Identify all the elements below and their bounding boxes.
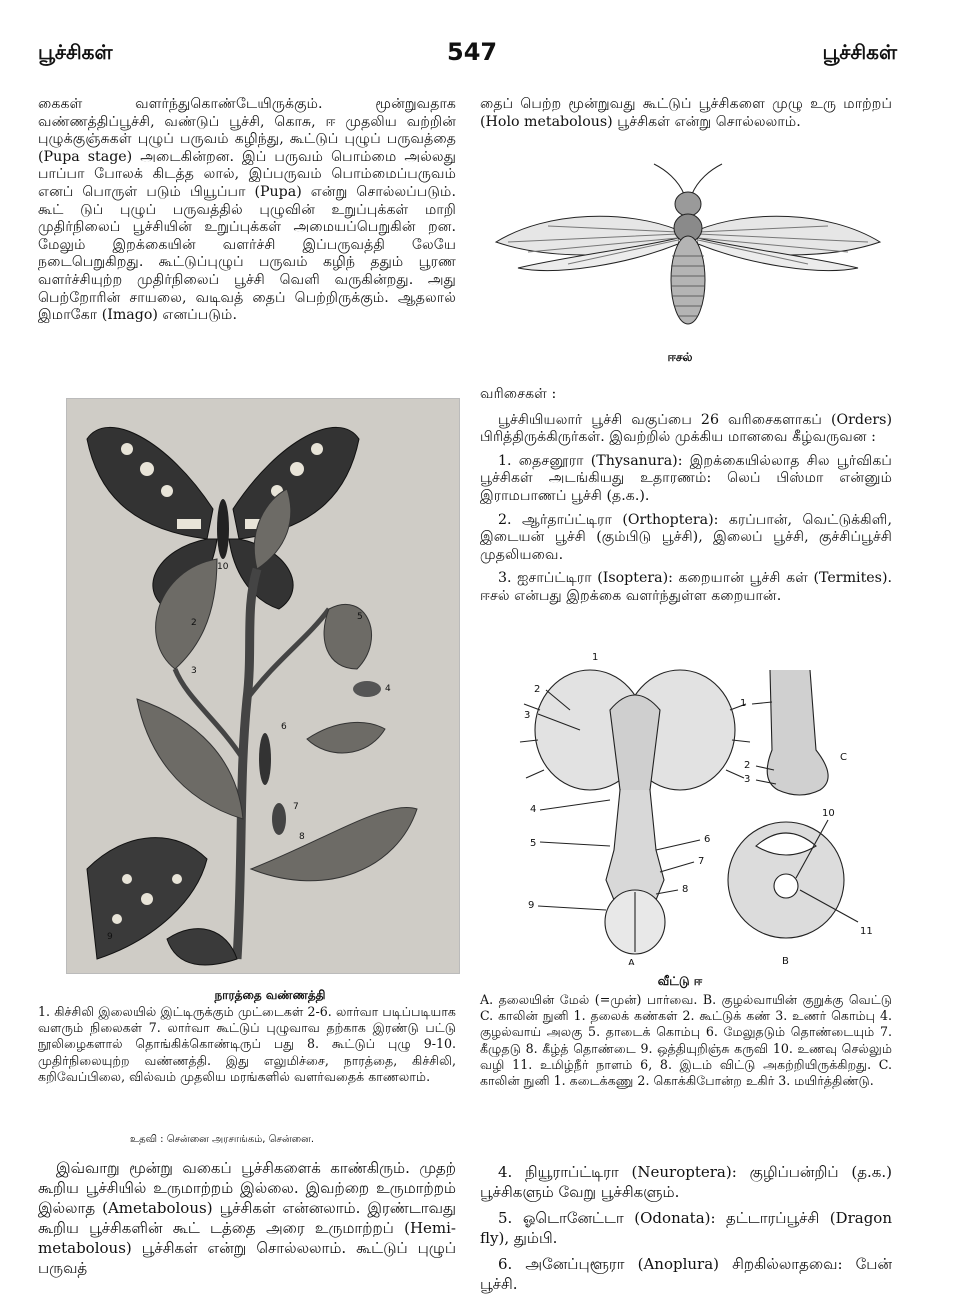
fly-label: B <box>782 956 789 965</box>
plate-label: 4 <box>385 684 391 694</box>
fly-label: 9 <box>528 900 535 911</box>
plate-label: 5 <box>357 612 363 622</box>
fly-label: 11 <box>860 926 873 937</box>
holometabolous-paragraph: தைப் பெற்ற மூன்றுவது கூட்டுப் பூச்சிகளை முழு உரு மாற்றப் (Holo metabolous) பூச்சிகள் என்று சொல்லலாம். <box>480 96 892 130</box>
left-column-top <box>38 96 456 331</box>
order-item: 6. அனேப்புளூரா (Anoplura) சிறகில்லாதவை: பேன் பூச்சி. <box>480 1255 892 1293</box>
order-item: 5. ஓடொனேட்டா (Odonata): தட்டாரப்பூச்சி (Dragon fly), தும்பி. <box>480 1209 892 1247</box>
butterfly-legend: 1. கிச்சிலி இலையில் இட்டிருக்கும் முட்டைகள் 2-6. லார்வா படிப்படியாக வளரும் நிலைகள் 7. லார்வா கூட்டுப் புழுவாவ தற்காக இரண்டு பட்டு நூலிழைகளால் தொங்கிக்கொண்டிருப் பது 8. கூட்டுப் புழு 9-10. முதிர்நிலையுற்ற வண்ணத்தி. இது எலுமிச்சை, நாரத்தை, கிச்சிலி, கறிவேப்பிலை, வில்வம் முதலிய மரங்களில் வளர்வதைக் காணலாம். <box>38 1004 456 1084</box>
metamorphosis-types-paragraph: இவ்வாறு மூன்று வகைப் பூச்சிகளைக் காண்கிரும். முதற் கூறிய பூச்சியில் உருமாற்றம் இல்லை. இவற்றை உருமாற்றம் இல்லாத (Ametabolous) பூச்சிகள் என்னலாம். இரண்டாவது கூறிய பூச்சிகளின் கூட் டத்தை அரை உருமாற்றப் (Hemi-metabolous) பூச்சிகள் என்று சொல்லலாம். கூட்டுப் புழுப் பருவத் <box>38 1159 456 1277</box>
order-item: 2. ஆர்தாப்ட்டிரா (Orthoptera): கரப்பான், வெட்டுக்கிளி, இடையன் பூச்சி (கும்பிடு பூச்சி), இலைப் பூச்சி, குச்சிப்பூச்சி முதலியவை. <box>480 511 892 563</box>
plate-label: 9 <box>107 932 113 942</box>
fly-label: 1 <box>592 652 599 663</box>
fly-label: 8 <box>682 884 689 895</box>
plate-label: 7 <box>293 802 299 812</box>
plate-label: 8 <box>299 832 305 842</box>
fly-label: 1 <box>740 698 747 709</box>
right-column-top <box>480 96 892 137</box>
plate-label: 2 <box>191 618 197 628</box>
fly-label: C <box>840 752 847 763</box>
fly-label: 6 <box>704 834 711 845</box>
lime-butterfly-illustration <box>67 399 459 973</box>
orders-section <box>480 386 892 612</box>
fly-label: 2 <box>534 684 541 695</box>
fly-label: 10 <box>822 808 835 819</box>
order-item: 1. தைசனூரா (Thysanura): இறக்கையில்லாத சில பூர்விகப் பூச்சிகள் அடங்கியது உதாரணம்: லெப் பிஸ்மா என்னும் இராமபாணப் பூச்சி (த.க.). <box>480 452 892 504</box>
fly-label: 4 <box>530 804 537 815</box>
fly-label: 7 <box>698 856 705 867</box>
termite-caption: ஈசல் <box>667 350 693 364</box>
fly-label: 3 <box>524 710 531 721</box>
right-column-bottom <box>480 1162 892 1300</box>
left-column-bottom <box>38 1158 456 1284</box>
lime-butterfly-plate <box>66 398 460 974</box>
running-header-left: பூச்சிகள் <box>38 40 113 64</box>
running-header-right: பூச்சிகள் <box>822 40 897 64</box>
fly-label: A <box>628 958 635 965</box>
plate-label: 3 <box>191 666 197 676</box>
plate-label: 10 <box>217 562 229 572</box>
fly-label: 3 <box>744 774 751 785</box>
photo-credit: உதவி : சென்னை அரசாங்கம், சென்னை. <box>130 1134 315 1145</box>
fly-label: 5 <box>530 838 537 849</box>
housefly-diagram <box>510 650 890 965</box>
housefly-legend: A. தலையின் மேல் (=முன்) பார்வை. B. குழல்வாயின் குறுக்கு வெட்டு C. காலின் நுனி 1. தலைக் கண்கள் 2. கூட்டுக் கண் 3. உணர் கொம்பு 4. குழல்வாய் அலகு 5. தாடைக் கொம்பு 6. மேலுதடும் தொண்டையும் 7. கீழுதடு 8. கீழ்த் தொண்டை 9. ஒத்தியுறிஞ்சு கருவி 10. உணவு செல்லும் வழி 11. உமிழ்நீர் நாளம் 6, 8. இடம் விட்டு அகற்றியிருக்கிறது. C. காலின் நுனி 1. கடைக்கணு 2. கொக்கிபோன்ற உகிர் 3. மயிர்த்திண்டு. <box>480 992 892 1089</box>
housefly-caption: வீட்டு ஈ <box>657 974 703 988</box>
metamorphosis-paragraph: கைகள் வளர்ந்துகொண்டேயிருக்கும். மூன்றுவதாக வண்ணத்திப்பூச்சி, வண்டுப் பூச்சி, கொசு, ஈ முதலிய வற்றின் புழுக்குஞ்சுகள் புழுப் பருவம் கழிந்து, கூட்டுப் புழுப் பருவத்தை (Pupa stage) அடைகின்றன. இப் பருவம் பொம்மை அல்லது பாப்பா போலக் கிடத்த லால், இப்பருவம் பொம்மைப்பருவம் எனப் பொருள் படும் பியூப்பா (Pupa) என்று சொல்லப்படும். கூட் டுப் புழுப் பருவத்தில் புழுவின் உறுப்புக்கள் மாறி முதிர்நிலைப் பூச்சியின் உறுப்புக்கள் அமையப்பெறுகின் றன. மேலும் இறக்கையின் வளர்ச்சி இப்பருவத்தி லேயே நடைபெறுகிறது. கூட்டுப்புழுப் பருவம் கழிந் ததும் பூரண வளர்ச்சியுற்ற முதிர்நிலைப் பூச்சி வெளி வருகின்றது. அது பெற்றோரின் சாயலை, வடிவத் தைப் பெற்றிருக்கும். ஆதலால் இமாகோ (Imago) எனப்படும். <box>38 96 456 324</box>
fly-label: 2 <box>744 760 751 771</box>
order-item: 3. ஐசாப்ட்டிரா (Isoptera): கறையான் பூச்சி கள் (Termites). ஈசல் என்பது இறக்கை வளர்ந்துள்ள கறையான். <box>480 570 892 604</box>
termite-illustration <box>488 160 888 350</box>
order-item: 4. நியூராப்ட்டிரா (Neuroptera): குழிப்பன்றிப் (த.க.) பூச்சிகளும் வேறு பூச்சிகளும். <box>480 1163 892 1201</box>
page-number: 547 <box>447 38 498 66</box>
butterfly-caption: நாரத்தை வண்ணத்தி <box>214 988 326 1002</box>
orders-heading: வரிசைகள் : <box>480 386 557 402</box>
plate-label: 6 <box>281 722 287 732</box>
orders-intro: பூச்சியியலார் பூச்சி வகுப்பை 26 வரிசைகளாகப் (Orders) பிரித்திருக்கிருர்கள். இவற்றில் முக்கிய மானவை கீழ்வருவன : <box>480 411 892 446</box>
